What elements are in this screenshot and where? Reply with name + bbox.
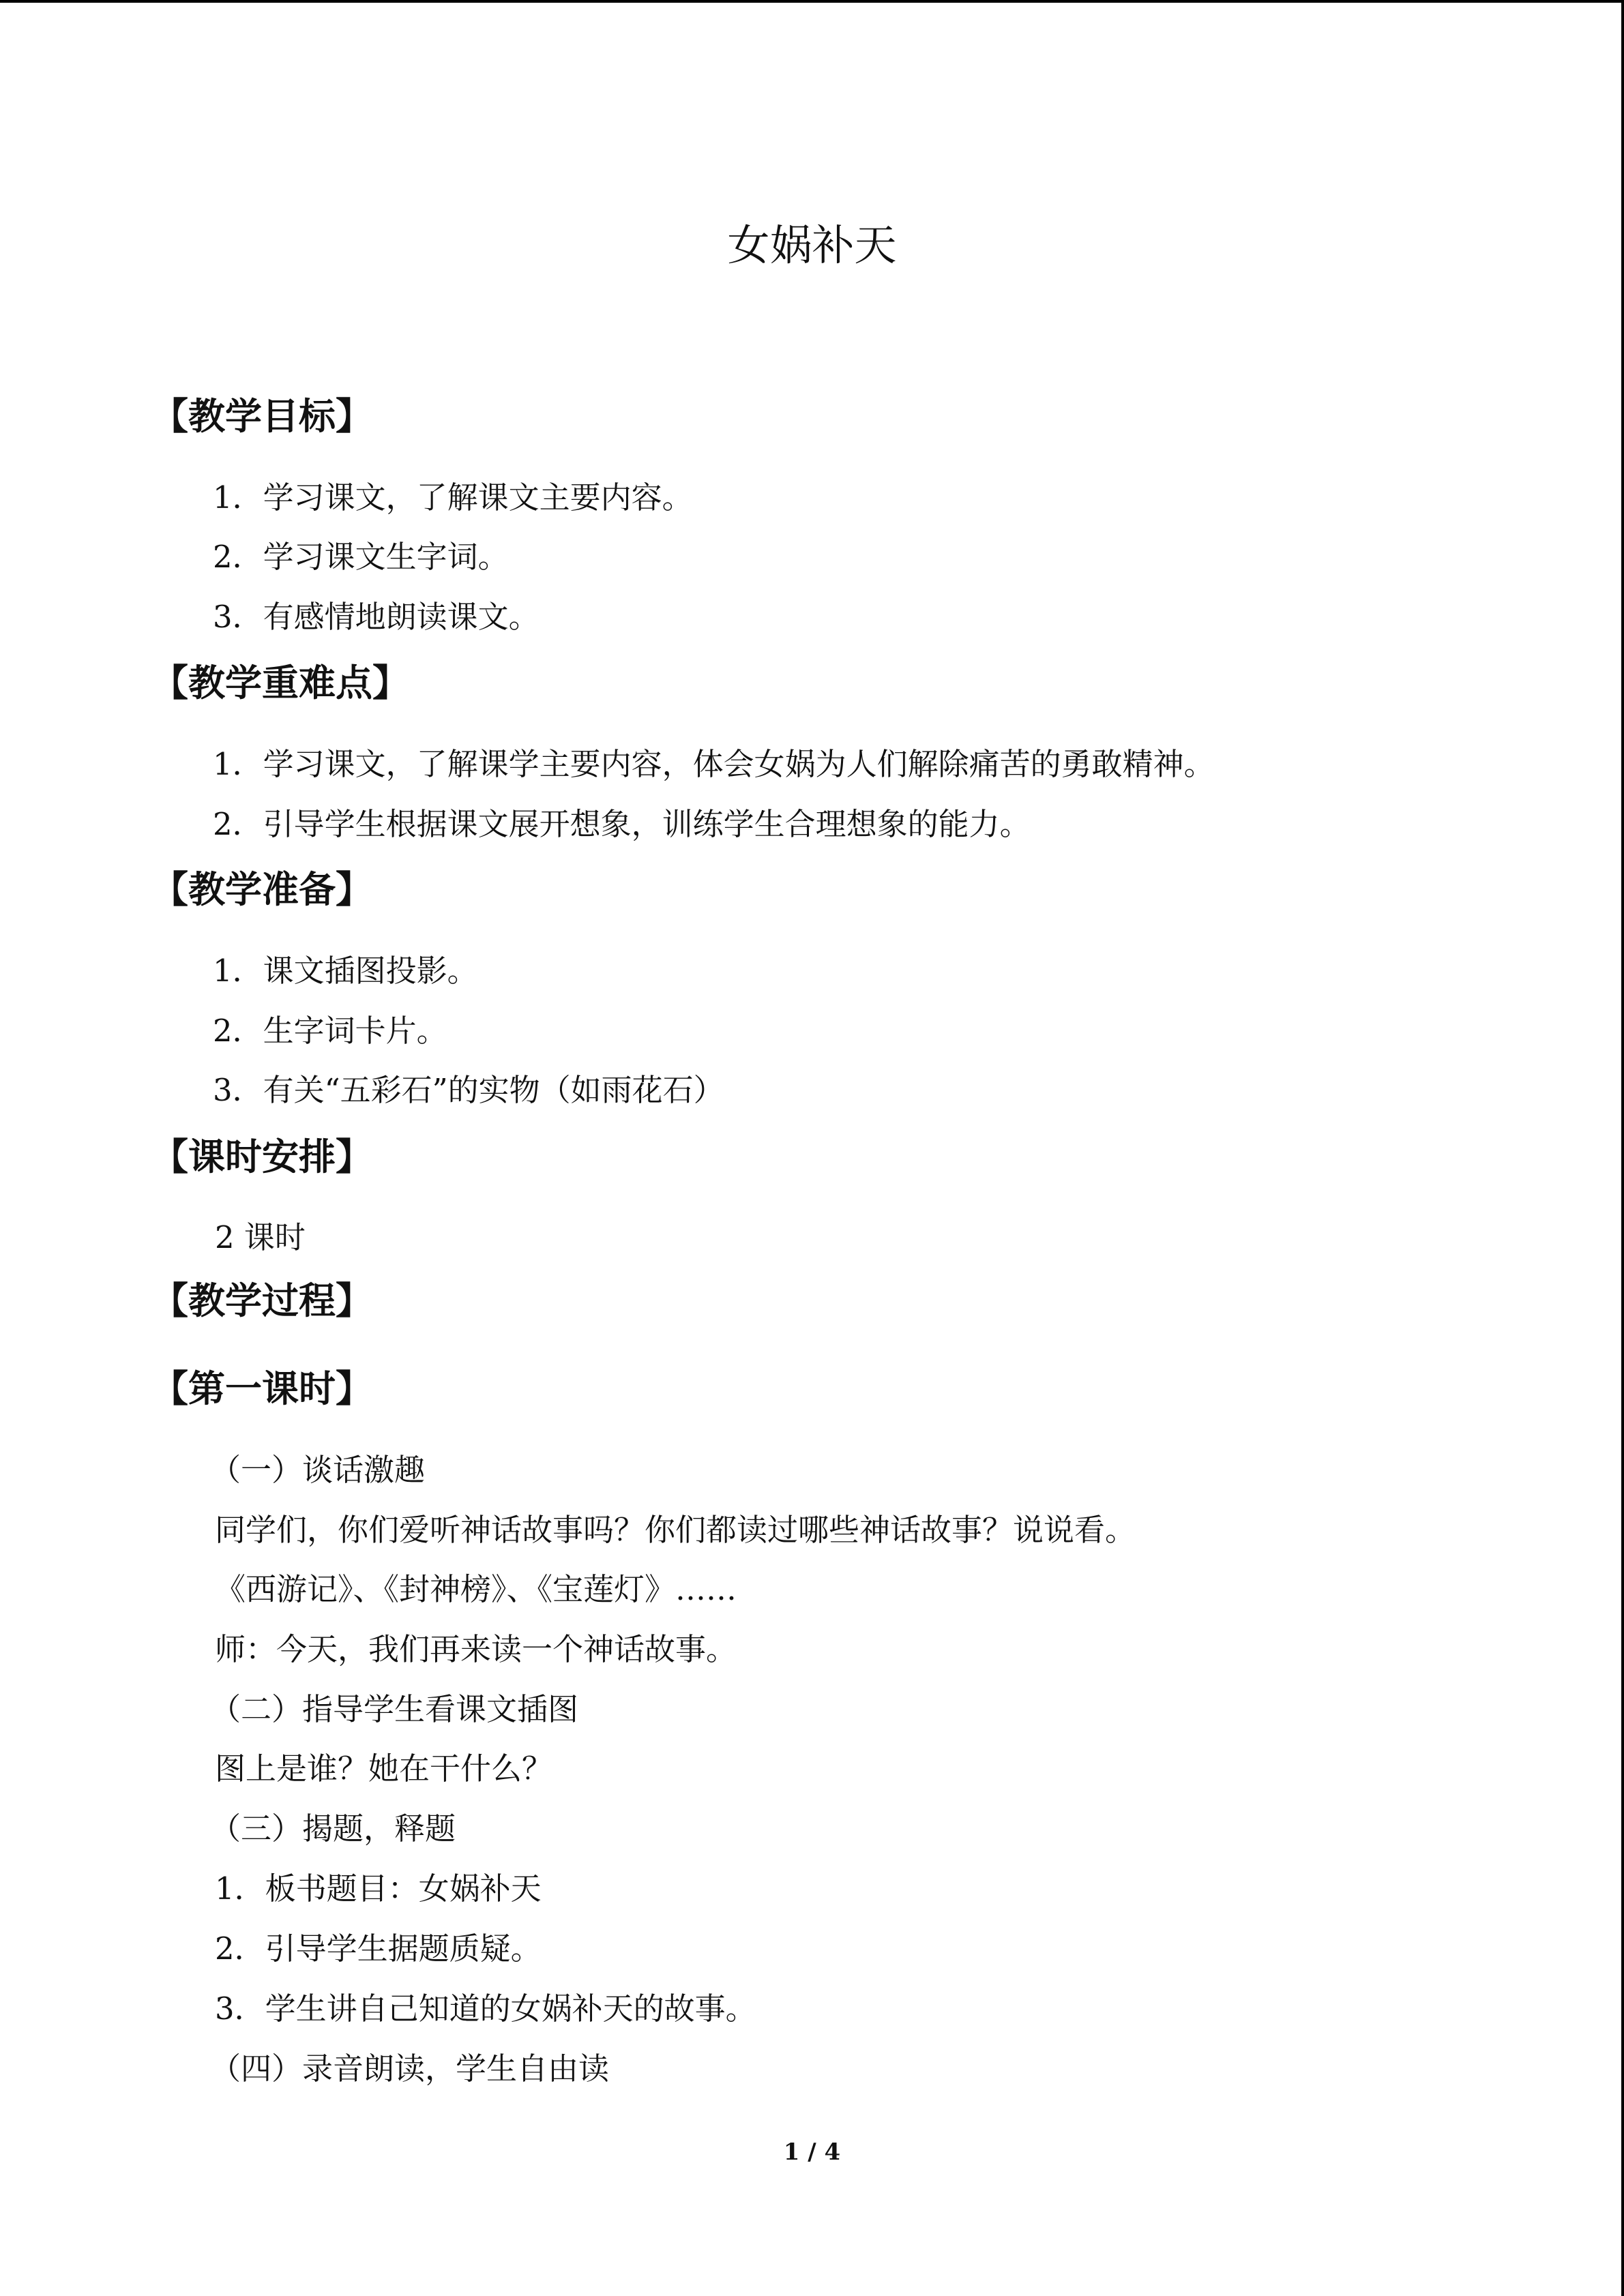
lesson-line: 同学们，你们爱听神话故事吗？你们都读过哪些神话故事？说说看。 <box>215 1512 1136 1548</box>
schedule-text: 2 课时 <box>215 1219 306 1255</box>
objective-item-2: 2．学习课文生字词。 <box>213 539 509 575</box>
lesson-line: 师：今天，我们再来读一个神话故事。 <box>215 1631 737 1667</box>
preparation-item-1: 1．课文插图投影。 <box>213 953 478 989</box>
preparation-item-3: 3．有关“五彩石”的实物（如雨花石） <box>213 1072 724 1108</box>
lesson-line: 图上是谁？她在干什么？ <box>215 1750 553 1787</box>
lesson-line: 《西游记》、《封神榜》、《宝莲灯》…… <box>215 1571 737 1607</box>
lesson-step-2: （二）指导学生看课文插图 <box>210 1691 579 1727</box>
document-title: 女娲补天 <box>727 220 897 270</box>
key-point-item-1: 1．学习课文，了解课学主要内容，体会女娲为人们解除痛苦的勇敢精神。 <box>213 746 1215 782</box>
heading-objectives: 【教学目标】 <box>151 395 372 438</box>
objective-item-3: 3．有感情地朗读课文。 <box>213 599 540 635</box>
key-point-item-2: 2．引导学生根据课文展开想象，训练学生合理想象的能力。 <box>213 806 1031 842</box>
heading-first-lesson: 【第一课时】 <box>151 1367 372 1410</box>
heading-process: 【教学过程】 <box>151 1279 372 1322</box>
page-number: 1 / 4 <box>783 2138 841 2166</box>
lesson-step-4: （四）录音朗读，学生自由读 <box>210 2051 610 2087</box>
heading-key-points: 【教学重难点】 <box>151 661 409 704</box>
lesson-step-1: （一）谈话激趣 <box>210 1452 426 1488</box>
lesson-line: 2．引导学生据题质疑。 <box>215 1930 542 1967</box>
objective-item-1: 1．学习课文，了解课文主要内容。 <box>213 479 693 516</box>
lesson-step-3: （三）揭题，释题 <box>210 1810 456 1847</box>
heading-preparation: 【教学准备】 <box>151 868 372 911</box>
preparation-item-2: 2．生字词卡片。 <box>213 1013 447 1049</box>
lesson-line: 3．学生讲自己知道的女娲补天的故事。 <box>215 1991 756 2027</box>
heading-schedule: 【课时安排】 <box>151 1135 372 1178</box>
lesson-line: 1．板书题目：女娲补天 <box>215 1870 542 1907</box>
